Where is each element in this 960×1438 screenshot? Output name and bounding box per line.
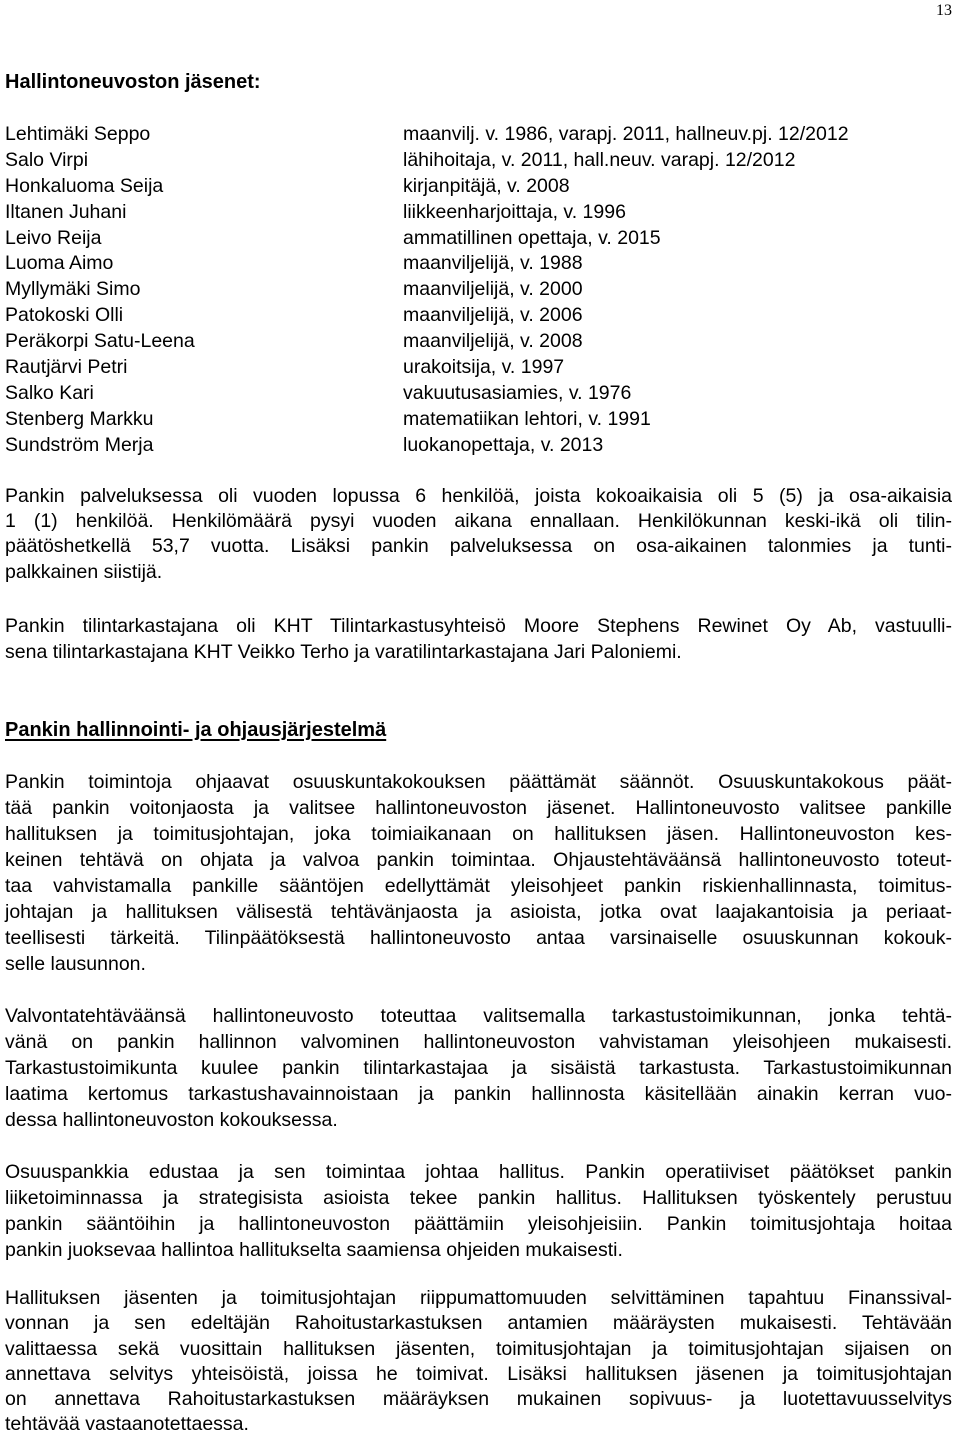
member-name: Stenberg Markku: [5, 407, 154, 430]
member-name: Honkaluoma Seija: [5, 174, 164, 197]
paragraph-line: palkkainen siistijä.: [5, 560, 163, 583]
board-member-row: [5, 381, 952, 407]
paragraph-line: annettava selvitys yhteisöistä, joissa he toimivat. Lisäksi hallituksen jäsenen ja toimitusjohtajan: [5, 1362, 952, 1385]
paragraph-line: liiketoiminnassa ja strategisista asioista tekee pankin hallitus. Hallituksen työskentely perustuu: [5, 1187, 952, 1209]
governance-paragraph-2: [5, 1003, 952, 1133]
member-role: maanviljelijä, v. 2008: [403, 330, 583, 353]
paragraph-line: johtajan ja hallituksen välisestä tehtävänjaosta ja asioista, jotka ovat laajakantoisia ja periaat-: [5, 901, 952, 923]
paragraph-line: Pankin tilintarkastajana oli KHT Tilintarkastusyhteisö Moore Stephens Rewinet Oy Ab, vastuulli-: [5, 615, 952, 637]
board-heading: Hallintoneuvoston jäsenet:: [5, 71, 261, 93]
board-member-row: [5, 122, 952, 148]
paragraph-line: Osuuspankkia edustaa ja sen toimintaa johtaa hallitus. Pankin operatiiviset päätökset pankin: [5, 1161, 952, 1183]
board-member-row: [5, 303, 952, 329]
paragraph-line: Pankin toimintoja ohjaavat osuuskuntakokouksen päättämät säännöt. Osuuskuntakokous päät-: [5, 771, 952, 793]
paragraph-line: päätöshetkellä 53,7 vuotta. Lisäksi pankin palveluksessa on osa-aikainen talonmies ja tunti-: [5, 535, 952, 558]
paragraph-line: on annettava Rahoitustarkastuksen määräyksen mukainen sopivuus- ja luotettavuusselvitys: [5, 1388, 952, 1411]
member-name: Rautjärvi Petri: [5, 356, 128, 379]
governance-paragraph-4: [5, 1286, 952, 1438]
auditor-paragraph: [5, 614, 952, 665]
board-member-list: [5, 122, 952, 459]
paragraph-line: Pankin palveluksessa oli vuoden lopussa 6 henkilöä, joista kokoaikaisia oli 5 (5) ja osa-aikaisia: [5, 485, 952, 507]
page-number: 13: [936, 2, 952, 19]
member-name: Lehtimäki Seppo: [5, 123, 151, 145]
paragraph-line: Hallituksen jäsenten ja toimitusjohtajan riippumattomuuden selvittäminen tapahtuu Finanssival-: [5, 1287, 952, 1309]
governance-heading: Pankin hallinnointi- ja ohjausjärjestelmä: [5, 719, 387, 741]
paragraph-line: pankin sääntöihin ja hallintoneuvoston päättämiin yleisohjeisiin. Pankin toimitusjohtaja hoitaa: [5, 1213, 952, 1235]
member-name: Myllymäki Simo: [5, 278, 141, 301]
member-name: Iltanen Juhani: [5, 200, 127, 223]
member-name: Salo Virpi: [5, 148, 89, 171]
paragraph-line: hallituksen ja toimitusjohtajan, joka toimiaikanaan on hallituksen jäsen. Hallintoneuvoston kes-: [5, 823, 952, 845]
board-member-row: [5, 200, 952, 226]
paragraph-line: taa vahvistamalla pankille sääntöjen edellyttämät yleisohjeet pankin riskienhallinnasta, toimitus-: [5, 875, 952, 897]
member-name: Luoma Aimo: [5, 252, 114, 275]
paragraph-line: keinen tehtävä on ohjata ja valvoa pankin toimintaa. Ohjaustehtäväänsä hallintoneuvosto toteut-: [5, 849, 952, 871]
paragraph-line: laatima kertomus tarkastushavainnoistaan ja pankin hallinnosta käsitellään ainakin kerran vuo-: [5, 1083, 952, 1105]
member-role: vakuutusasiamies, v. 1976: [403, 381, 632, 404]
paragraph-line: sena tilintarkastajana KHT Veikko Terho ja varatilintarkastajana Jari Paloniemi.: [5, 640, 682, 663]
board-member-row: [5, 251, 952, 277]
member-role: ammatillinen opettaja, v. 2015: [403, 226, 661, 249]
member-name: Leivo Reija: [5, 226, 102, 249]
board-member-row: [5, 433, 952, 459]
board-member-row: [5, 174, 952, 200]
paragraph-line: vonnan ja sen edeltäjän Rahoitustarkastuksen antamien määräysten mukaisesti. Tehtävään: [5, 1312, 952, 1335]
staff-paragraph: [5, 484, 952, 585]
governance-paragraph-1: [5, 769, 952, 977]
member-role: maanviljelijä, v. 2000: [403, 278, 583, 301]
paragraph-line: pankin juoksevaa hallintoa hallitukselta saamiensa ohjeiden mukaisesti.: [5, 1239, 623, 1261]
paragraph-line: 1 (1) henkilöä. Henkilömäärä pysyi vuoden aikana ennallaan. Henkilökunnan keski-ikä oli tilin-: [5, 510, 952, 533]
board-member-row: [5, 329, 952, 355]
board-member-row: [5, 407, 952, 433]
paragraph-line: dessa hallintoneuvoston kokouksessa.: [5, 1109, 338, 1131]
paragraph-line: Valvontatehtäväänsä hallintoneuvosto toteuttaa valitsemalla tarkastustoimikunnan, jonka tehtä-: [5, 1005, 952, 1027]
member-role: urakoitsija, v. 1997: [403, 356, 565, 379]
member-role: maanvilj. v. 1986, varapj. 2011, hallneuv.pj. 12/2012: [403, 123, 849, 145]
board-member-row: [5, 148, 952, 174]
board-member-row: [5, 277, 952, 303]
member-name: Peräkorpi Satu-Leena: [5, 330, 195, 353]
member-name: Salko Kari: [5, 381, 94, 404]
member-name: Patokoski Olli: [5, 304, 124, 327]
board-member-row: [5, 226, 952, 252]
paragraph-line: tää pankin voitonjaosta ja valitsee hallintoneuvoston jäsenet. Hallintoneuvosto valitsee pankille: [5, 797, 952, 819]
paragraph-line: Tarkastustoimikunta kuulee pankin tilintarkastajaa ja sisäistä tarkastusta. Tarkastustoimikunnan: [5, 1057, 952, 1079]
member-role: matematiikan lehtori, v. 1991: [403, 407, 651, 430]
member-role: maanviljelijä, v. 2006: [403, 304, 583, 327]
paragraph-line: teellisesti tärkeitä. Tilinpäätöksestä hallintoneuvosto antaa varsinaiselle osuuskunnan kokouk-: [5, 927, 952, 949]
paragraph-line: valittaessa sekä vuosittain hallituksen jäsenten, toimitusjohtajan ja toimitusjohtajan sijaisen on: [5, 1337, 952, 1360]
paragraph-line: vänä on pankin hallinnon valvominen hallintoneuvoston vahvistaman yleisohjeen mukaisesti.: [5, 1031, 952, 1053]
member-role: luokanopettaja, v. 2013: [403, 433, 604, 456]
member-role: lähihoitaja, v. 2011, hall.neuv. varapj. 12/2012: [403, 148, 796, 171]
member-role: liikkeenharjoittaja, v. 1996: [403, 200, 626, 223]
member-role: kirjanpitäjä, v. 2008: [403, 174, 570, 197]
paragraph-line: selle lausunnon.: [5, 953, 146, 975]
member-role: maanviljelijä, v. 1988: [403, 252, 583, 275]
governance-paragraph-3: [5, 1159, 952, 1263]
paragraph-line: tehtävää vastaanotettaessa.: [5, 1413, 249, 1436]
member-name: Sundström Merja: [5, 433, 154, 456]
board-member-row: [5, 355, 952, 381]
